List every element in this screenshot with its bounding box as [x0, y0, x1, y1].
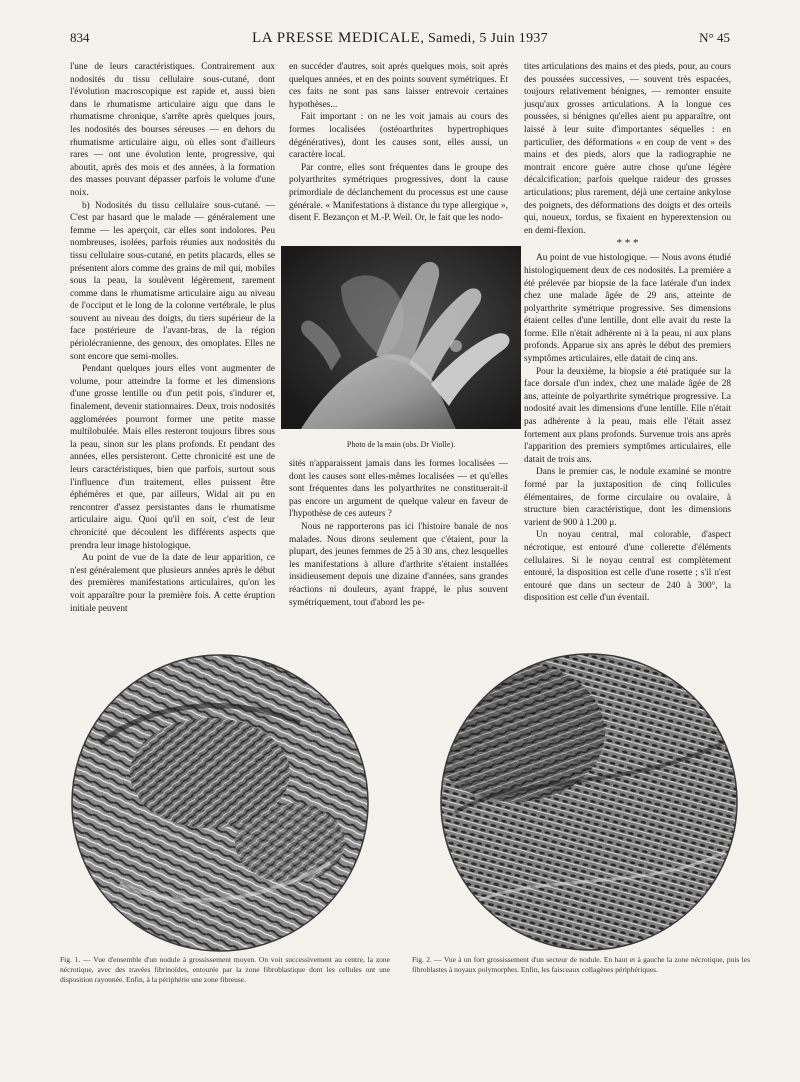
figure-2-caption: Fig. 2. — Vue à un fort grossissement d'un secteur de nodule. En haut et à gauche la zone nécrotique, puis les fibroblastes à noyaux polymorphes. Enfin, les faisceaux collagènes périphériques. — [412, 955, 750, 974]
paragraph: Dans le premier cas, le nodule examiné se montre formé par la juxtaposition de cinq follicules élémentaires, de forme circulaire ou ovalaire, à structure bien caractéristique, dont les dimensions varient de 900 à 1.200 μ. — [524, 467, 731, 528]
journal-title: LA PRESSE MEDICALE — [252, 30, 421, 46]
column-3 — [524, 61, 731, 634]
journal-header: LA PRESSE MEDICALE, Samedi, 5 Juin 1937 — [252, 30, 548, 46]
micrograph-fig2 — [425, 652, 753, 952]
paragraph: tites articulations des mains et des pieds, pour, au cours des poussées successives, — souvent très espacées, toujours relativement bénignes, — remonter ensuite jusqu'aux grosses articulations. A la longue ces poussées, si bénignes qu'elles aient pu apparaître, ont laissé à leur suite d'importantes séquelles : en particulier, des déformations « en coup de vent » des mains et des pieds, alors que la radiographie ne montrait encore guère autre chose qu'une légère décalcification; parfois quelque raideur des grosses articulations; plus rarement, déjà une certaine ankylose des poignets, des déformations des doigts et des orteils qui, noueux, tordus, se fixaient en hyperextension ou en demi-flexion. — [524, 62, 731, 236]
paragraph: Nous ne rapporterons pas ici l'histoire banale de nos malades. Nous dirons seulement que c'étaient, pour la plupart, des jeunes femmes de 25 à 30 ans, chez lesquelles les manifestations à allure d'arthrite s'étaient installées insidieusement depuis une dizaine d'années, sans grandes réactions ni douleurs, ayant frappé, le plus souvent symétriquement, tout d'abord les pe- — [289, 521, 508, 608]
issue-number: N° 45 — [699, 30, 730, 45]
paragraph: l'une de leurs caractéristiques. Contrairement aux nodosités du tissu cellulaire sous-cutané, dont l'évolution macroscopique est rapide et, aussi bien dans le rhumatisme articulaire aigu que dans le rhumatisme chronique, s'arrête après quelques jours, les nodosités des bourses séreuses — en dehors du rhumatisme articulaire aigu, où elles sont d'ailleurs rares — ont une évolution lente, progressive, qui aboutit, après des mois et des années, à la formation des masses pouvant dépasser parfois le volume d'une noix. — [70, 62, 275, 198]
column-1 — [70, 61, 275, 631]
paragraph: sités n'apparaissent jamais dans les formes localisées — dont les causes sont elles-mêmes localisées — et qu'elles sont fréquentes dans les polyarthrites ne constituerait-il pas encore un argument de quelque valeur en faveur de l'hypothèse de ces auteurs ? — [289, 459, 508, 520]
paragraph: Pendant quelques jours elles vont augmenter de volume, pour atteindre la forme et les dimensions d'une grosse lentille ou d'un petit pois, s'indurer et, finalement, devenir stationnaires. Deux, trois nodosités agglomérées pourront former une petite masse multilobulée. Mais elles resteront toujours libres sous la peau, sinon sur les plans profonds. Et pendant des années, elles persisteront. Cette chronicité est une de leurs caractéristiques, bien que parfois, surtout sous l'influence d'un traitement, elles puissent être éphémères et que, par ailleurs, Widal ait pu en rencontrer d'assez persistantes dans le rhumatisme articulaire aigu. Quoi qu'il en soit, c'est de leur chronicité que découlent les différents aspects que prendra leur image histologique. — [70, 364, 275, 551]
paragraph: en succéder d'autres, soit après quelques mois, soit après quelques années, et en des points souvent symétriques. Et ces faits ne sont pas sans laisser entrevoir certaines hypothèses... — [289, 62, 508, 110]
paragraph: Au point de vue histologique. — Nous avons étudié histologiquement deux de ces nodosités. La première a été prélevée par biopsie de la face latérale d'un index chez une malade âgée de 29 ans, atteinte de polyarthrite symétrique progressive. Ses dimensions étaient celles d'une lentille, dont elle avait du reste la forme. Elle n'était adhérente ni à la peau, ni aux plans profonds. Apparue six ans après le début des premiers symptômes articulaires, elle datait de cinq ans. — [524, 253, 731, 365]
page-header — [70, 30, 730, 48]
section-separator: * * * — [616, 237, 639, 250]
page-number: 834 — [70, 30, 90, 45]
hand-photo — [281, 246, 521, 429]
paragraph: Fait important : on ne les voit jamais au cours des formes localisées (ostéoarthrites hypertrophiques dégénératives), dont les causes sont, elles aussi, un caractère local. — [289, 112, 508, 161]
paragraph: b) Nodosités du tissu cellulaire sous-cutané. — C'est par hasard que le malade — généralement une femme — les aperçoit, car elles sont indolores. Peu nombreuses, isolées, parfois réunies aux nodosités du tissu cellulaire sous-cutané, en petits placards, elles se présentent alors comme des grains de mil qui, mobiles sous la peau, la soulèvent légèrement, rarement comme dans le rhumatisme articulaire aigu au niveau de l'occiput et le long de la colonne vertébrale, le plus souvent au niveau des doigts, du tiers supérieur de la face postérieure de l'avant-bras, de la région périolécranienne, des genoux, des omoplates. Elles ne sont encore que semi-molles. — [70, 200, 275, 362]
figure-1-caption: Fig. 1. — Vue d'ensemble d'un nodule à grossissement moyen. On voit successivement au centre, la zone nécrotique, avec des travées fibrinoïdes, entourée par la zone fibroblastique dont les cellules ont une disposition rayonnée. Enfin, à la périphérie une zone fibreuse. — [60, 955, 390, 984]
paragraph: Un noyau central, mal colorable, d'aspect nécrotique, est entouré d'une collerette d'éléments cellulaires. Si le noyau central est complètement entouré, la disposition est celle d'une rosette ; s'il n'est entouré que dans un secteur de 240 à 300°, la disposition est celle d'un éventail. — [524, 530, 731, 604]
column-2-bottom — [289, 458, 508, 634]
column-2-top — [289, 61, 508, 243]
issue-date: Samedi, 5 Juin 1937 — [427, 31, 548, 46]
photo-caption: Photo de la main (obs. Dr Violle). — [346, 440, 456, 449]
paragraph: Par contre, elles sont fréquentes dans le groupe des polyarthrites symétriques progressives, dont la cause primordiale de déclanchement du processus est une cause générale. « Manifestations à distance du type allergique », disent F. Bezançon et M.-P. Weil. Or, le fait que les nodo- — [289, 162, 508, 224]
micrograph-fig1 — [60, 653, 380, 953]
paragraph: Pour la deuxième, la biopsie a été pratiquée sur la face dorsale d'un index, chez une malade âgée de 28 ans, atteinte de polyarthrite symétrique progressive. La nodosité avait les dimensions d'une lentille. Elle n'était pas adhérente à la peau, mais elle l'était assez fortement aux plans profonds. Survenue trois ans après l'apparition des premiers symptômes articulaires, elle datait de trois ans. — [524, 366, 731, 465]
paragraph: Au point de vue de la date de leur apparition, ce n'est généralement que plusieurs années après le début des premières manifestations articulaires, qu'on les voit apparaître pour la première fois. A cette éruption initiale peuvent — [70, 553, 275, 614]
